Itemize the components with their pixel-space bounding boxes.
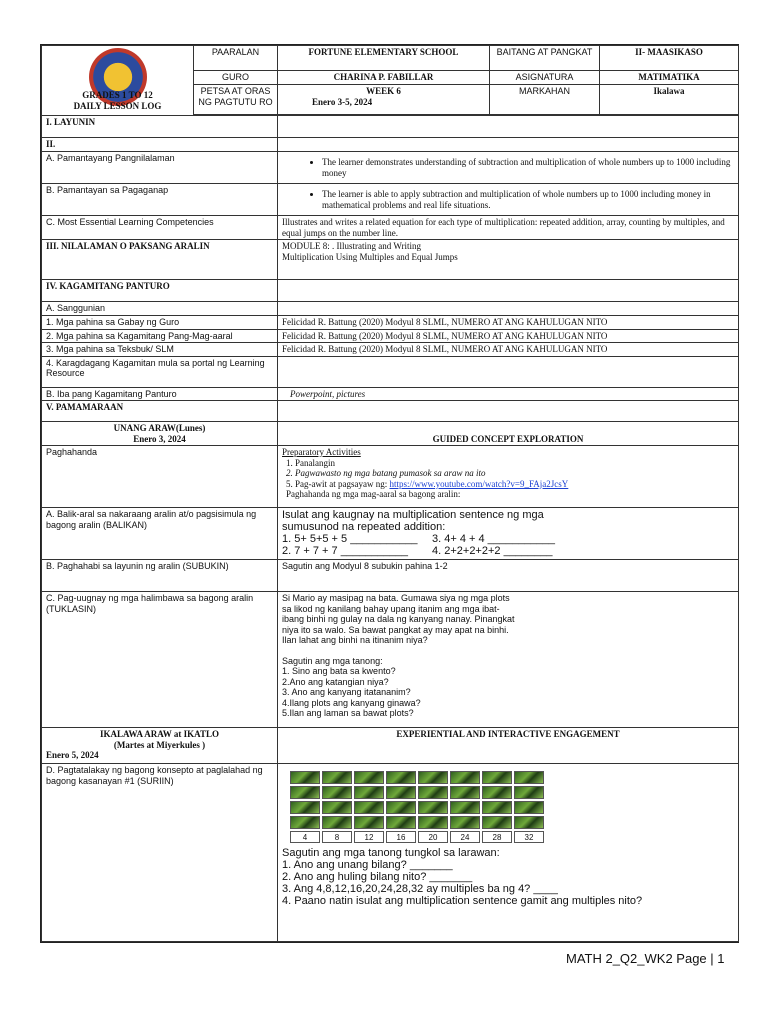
prep-title: Preparatory Activities — [282, 447, 361, 457]
lesson-log-sheet — [40, 44, 739, 943]
nilalaman-label: III. NILALAMAN O PAKSANG ARALIN — [42, 240, 278, 280]
balikan-text: Isulat ang kaugnay na multiplication sentence ng mga sumusunod na repeated addition: — [282, 509, 544, 533]
plant-image — [322, 771, 352, 784]
log-label: DAILY LESSON LOG — [73, 100, 162, 111]
plant-image — [482, 801, 512, 814]
quarter-label: MARKAHAN — [490, 85, 600, 115]
plant-image — [482, 786, 512, 799]
section-two-heading: II. — [42, 138, 278, 152]
plant-image — [418, 816, 448, 829]
pamantayan-pagaganap-label: B. Pamantayan sa Pagaganap — [42, 184, 278, 216]
ref-magaaral-text: Felicidad R. Battung (2020) Modyul 8 SLML, NUMERO AT ANG KAHULUGAN NITO — [278, 329, 739, 343]
teacher-label: GURO — [194, 71, 278, 85]
day2-header — [42, 728, 278, 764]
grade-level: II- MAASIKASO — [600, 46, 739, 71]
day1-heading: GUIDED CONCEPT EXPLORATION — [278, 422, 739, 446]
question-1: 1. Sino ang bata sa kwento? — [282, 666, 396, 676]
header-logo-cell — [42, 46, 194, 116]
iba-label: B. Iba pang Kagamitang Panturo — [42, 387, 278, 401]
multiple-label: 28 — [482, 831, 512, 843]
multiple-label: 32 — [514, 831, 544, 843]
iba-text: Powerpoint, pictures — [278, 387, 739, 401]
eq-1: 1. 5+ 5+5 + 5 ___________ — [282, 533, 418, 545]
plant-image — [450, 801, 480, 814]
pic-question-2: 2. Ano ang huling bilang nito? _______ — [282, 871, 473, 883]
plant-image — [354, 816, 384, 829]
plant-image — [482, 816, 512, 829]
plant-image — [290, 771, 320, 784]
plant-image — [322, 801, 352, 814]
plant-image — [514, 786, 544, 799]
melc-text: Illustrates and writes a related equation for each type of multiplication: repeated addition, array, counting by multiples, and equal jumps on the number line. — [278, 216, 739, 240]
eq-3: 3. 4+ 4 + 4 ___________ — [432, 533, 555, 545]
plant-image — [386, 801, 416, 814]
day2-subtitle: (Martes at Miyerkules ) — [113, 739, 206, 750]
multiple-label: 8 — [322, 831, 352, 843]
question-4: 4.Ilang plots ang kanyang ginawa? — [282, 697, 421, 708]
day2-heading: EXPERIENTIAL AND INTERACTIVE ENGAGEMENT — [278, 728, 739, 764]
day1-title: UNANG ARAW(Lunes) — [113, 423, 206, 433]
plant-array-picture — [290, 771, 734, 843]
plant-image — [290, 801, 320, 814]
prep-5: 5. Pag-awit at pagsayaw ng: — [286, 478, 388, 489]
pic-question-3: 3. Ang 4,8,12,16,20,24,28,32 ay multiples ba ng 4? ____ — [282, 883, 558, 895]
multiple-label: 24 — [450, 831, 480, 843]
balikan-eq-row-1 — [282, 533, 734, 545]
pamantayang-nilalaman-label: A. Pamantayang Pangnilalaman — [42, 152, 278, 184]
plant-image — [354, 786, 384, 799]
plant-image — [386, 771, 416, 784]
dates: Enero 3-5, 2024 — [312, 96, 373, 107]
quarter: Ikalawa — [600, 85, 739, 115]
nilalaman-text: MODULE 8: . Illustrating and Writing Multiplication Using Multiples and Equal Jumps — [282, 241, 458, 262]
plant-image — [386, 816, 416, 829]
multiple-label: 12 — [354, 831, 384, 843]
plant-image — [322, 816, 352, 829]
day1-header — [42, 422, 278, 446]
paghahanda-label: Paghahanda — [42, 446, 278, 508]
subukin-text: Sagutin ang Modyul 8 subukin pahina 1-2 — [278, 560, 739, 592]
layunin-heading: I. LAYUNIN — [42, 116, 278, 138]
week-dates-cell — [278, 85, 490, 115]
ref-magaaral-label: 2. Mga pahina sa Kagamitang Pang-Mag-aaral — [42, 329, 278, 343]
plant-image — [290, 816, 320, 829]
plant-image — [354, 771, 384, 784]
pic-question-1: 1. Ano ang unang bilang? _______ — [282, 859, 453, 871]
prep-2: 2. Pagwawasto ng mga batang pumasok sa araw na ito — [286, 468, 486, 478]
day2-title: IKALAWA ARAW at IKATLO — [100, 729, 219, 739]
teacher-name: CHARINA P. FABILLAR — [278, 71, 490, 85]
question-3: 3. Ano ang kanyang itatananim? — [282, 687, 411, 697]
balikan-label: A. Balik-aral sa nakaraang aralin at/o pagsisimula ng bagong aralin (BALIKAN) — [42, 508, 278, 560]
question-2: 2.Ano ang katangian niya? — [282, 676, 389, 687]
prep-1: 1. Panalangin — [286, 457, 335, 468]
ref-guro-label: 1. Mga pahina sa Gabay ng Guro — [42, 316, 278, 330]
melc-label: C. Most Essential Learning Competencies — [42, 216, 278, 240]
question-5: 5.Ilan ang laman sa bawat plots? — [282, 708, 414, 718]
school-name: FORTUNE ELEMENTARY SCHOOL — [278, 46, 490, 71]
pamamaraan-label: V. PAMAMARAAN — [42, 401, 278, 422]
suriin-label: D. Pagtatalakay ng bagong konsepto at paglalahad ng bagong kasanayan #1 (SURIIN) — [42, 764, 278, 942]
day2-date: Enero 5, 2024 — [46, 750, 99, 760]
multiple-label: 4 — [290, 831, 320, 843]
subject-label: ASIGNATURA — [490, 71, 600, 85]
ref-teksbuk-text: Felicidad R. Battung (2020) Modyul 8 SLML, NUMERO AT ANG KAHULUGAN NITO — [278, 343, 739, 357]
page-footer: MATH 2_Q2_WK2 Page | 1 — [566, 951, 725, 966]
pic-question-4: 4. Paano natin isulat ang multiplication sentence gamit ang multiples nito? — [282, 895, 643, 907]
plant-image — [482, 771, 512, 784]
eq-4: 4. 2+2+2+2+2 ________ — [432, 545, 553, 557]
lesson-log-table — [41, 45, 739, 942]
prep-last: Paghahanda ng mga mag-aaral sa bagong aralin: — [286, 489, 461, 499]
subukin-label: B. Paghahabi sa layunin ng aralin (SUBUKIN) — [42, 560, 278, 592]
ref-guro-text: Felicidad R. Battung (2020) Modyul 8 SLML, NUMERO AT ANG KAHULUGAN NITO — [278, 316, 739, 330]
suriin-cell — [278, 764, 739, 942]
sanggunian-label: A. Sanggunian — [42, 302, 278, 316]
pic-questions-title: Sagutin ang mga tanong tungkol sa larawan: — [282, 847, 500, 859]
grade-label: GRADES 1 TO 12 — [82, 90, 153, 100]
performance-standard: • The learner is able to apply subtraction and multiplication of whole numbers up to 1000 including money in mathematical problems and real life situations. — [322, 189, 734, 210]
prep-cell — [278, 446, 739, 508]
plant-image — [386, 786, 416, 799]
week: WEEK 6 — [366, 86, 401, 96]
date-label: PETSA AT ORAS NG PAGTUTU RO — [194, 85, 278, 115]
plant-image — [418, 786, 448, 799]
kagamitan-label: IV. KAGAMITANG PANTURO — [42, 280, 278, 302]
day1-date: Enero 3, 2024 — [133, 433, 186, 444]
subject-name: MATIMATIKA — [600, 71, 739, 85]
plant-image — [322, 786, 352, 799]
plant-image — [354, 801, 384, 814]
grade-level-label: BAITANG AT PANGKAT — [490, 46, 600, 71]
youtube-link[interactable]: https://www.youtube.com/watch?v=9_FAja2JcsY — [389, 478, 569, 489]
plant-image — [290, 786, 320, 799]
plant-image — [450, 816, 480, 829]
prep-5-row — [282, 479, 734, 490]
story: Si Mario ay masipag na bata. Gumawa siya ng mga plots sa likod ng kanilang bahay upang itanim ang mga ibat-ibang binhi ng gulay na dala ng kanyang nanay. Pinangkat niya ito sa walo. Sa bawat pangkat ay may apat na binhi. Ilan lahat ang binhi na itinanim niya? — [282, 593, 515, 645]
ref-portal-label: 4. Karagdagang Kagamitan mula sa portal ng Learning Resource — [42, 356, 278, 387]
multiple-label: 16 — [386, 831, 416, 843]
questions-title: Sagutin ang mga tanong: — [282, 655, 383, 666]
school-label: PAARALAN — [194, 46, 278, 71]
plant-image — [450, 771, 480, 784]
tuklasin-label: C. Pag-uugnay ng mga halimbawa sa bagong aralin (TUKLASIN) — [42, 592, 278, 728]
plant-image — [514, 816, 544, 829]
plant-image — [450, 786, 480, 799]
plant-image — [514, 801, 544, 814]
balikan-eq-row-2 — [282, 545, 734, 557]
content-standard: • The learner demonstrates understanding of subtraction and multiplication of whole numbers up to 1000 including money — [322, 157, 734, 178]
balikan-cell — [278, 508, 739, 560]
plant-image — [418, 771, 448, 784]
plant-image — [418, 801, 448, 814]
plant-image — [514, 771, 544, 784]
tuklasin-cell — [278, 592, 739, 728]
ref-teksbuk-label: 3. Mga pahina sa Teksbuk/ SLM — [42, 343, 278, 357]
multiple-label: 20 — [418, 831, 448, 843]
eq-2: 2. 7 + 7 + 7 ___________ — [282, 545, 409, 557]
